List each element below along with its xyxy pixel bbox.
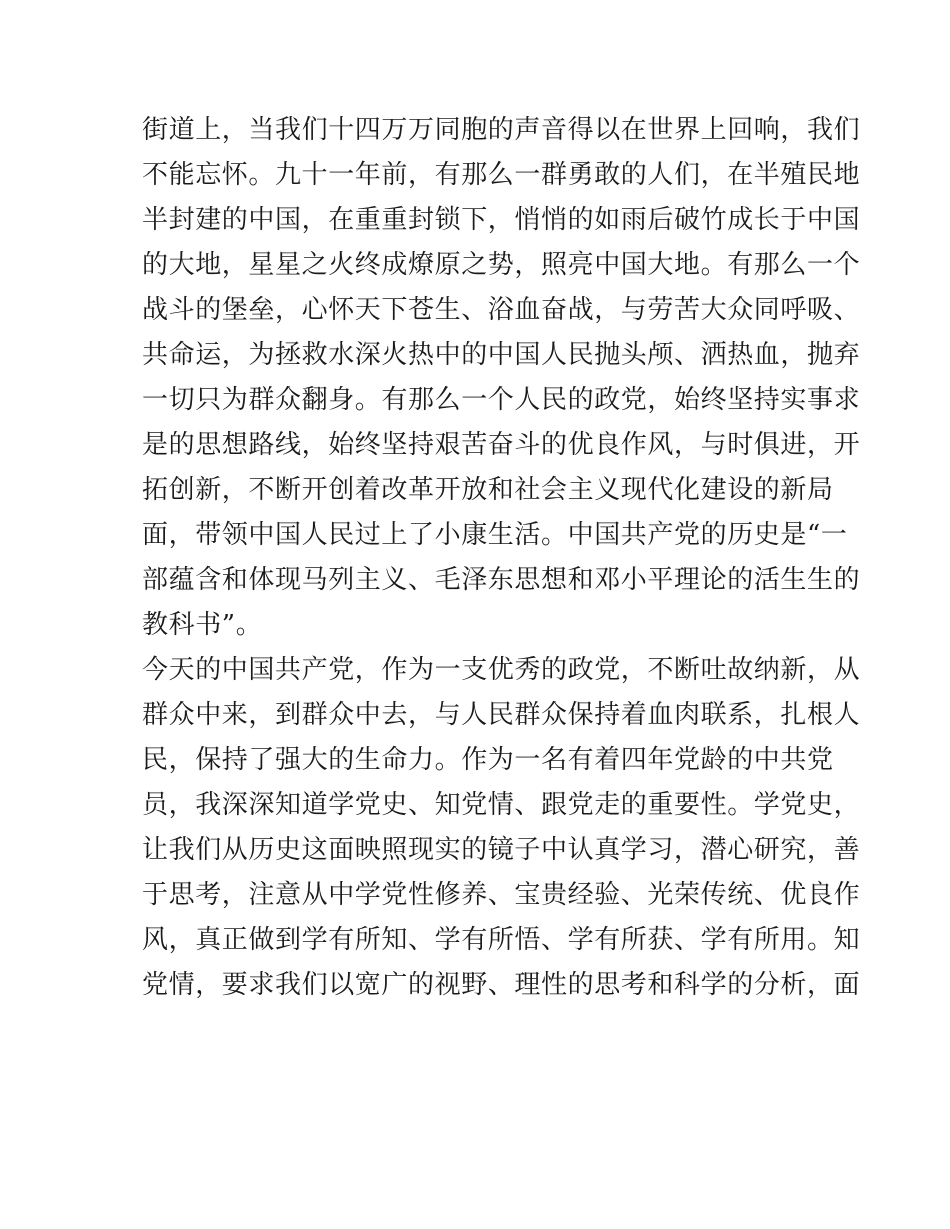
text-line: 街道上，当我们十四万万同胞的声音得以在世界上回响，我们 bbox=[142, 115, 861, 145]
text-line: 今天的中国共产党，作为一支优秀的政党，不断吐故纳新，从 bbox=[142, 655, 861, 685]
text-line: 党情，要求我们以宽广的视野、理性的思考和科学的分析，面 bbox=[142, 970, 861, 1000]
text-line: 半封建的中国，在重重封锁下，悄悄的如雨后破竹成长于中国 bbox=[142, 205, 861, 235]
text-line: 是的思想路线，始终坚持艰苦奋斗的优良作风，与时俱进，开 bbox=[142, 430, 861, 460]
text-line: 教科书”。 bbox=[142, 610, 263, 640]
text-line: 共命运，为拯救水深火热中的中国人民抛头颅、洒热血，抛弃 bbox=[142, 340, 861, 370]
text-line: 部蕴含和体现马列主义、毛泽东思想和邓小平理论的活生生的 bbox=[142, 565, 861, 595]
text-line: 不能忘怀。九十一年前，有那么一群勇敢的人们，在半殖民地 bbox=[142, 160, 861, 190]
body-text bbox=[142, 108, 861, 1008]
text-line: 于思考，注意从中学党性修养、宝贵经验、光荣传统、优良作 bbox=[142, 880, 861, 910]
text-line: 一切只为群众翻身。有那么一个人民的政党，始终坚持实事求 bbox=[142, 385, 861, 415]
text-line: 群众中来，到群众中去，与人民群众保持着血肉联系，扎根人 bbox=[142, 700, 861, 730]
text-line: 面，带领中国人民过上了小康生活。中国共产党的历史是“一 bbox=[142, 520, 848, 550]
text-line: 战斗的堡垒，心怀天下苍生、浴血奋战，与劳苦大众同呼吸、 bbox=[142, 295, 861, 325]
text-line: 的大地，星星之火终成燎原之势，照亮中国大地。有那么一个 bbox=[142, 250, 861, 280]
text-line: 拓创新，不断开创着改革开放和社会主义现代化建设的新局 bbox=[142, 475, 834, 505]
text-line: 员，我深深知道学党史、知党情、跟党走的重要性。学党史， bbox=[142, 790, 861, 820]
text-line: 民，保持了强大的生命力。作为一名有着四年党龄的中共党 bbox=[142, 745, 834, 775]
text-line: 让我们从历史这面映照现实的镜子中认真学习，潜心研究，善 bbox=[142, 835, 861, 865]
text-line: 风，真正做到学有所知、学有所悟、学有所获、学有所用。知 bbox=[142, 925, 861, 955]
